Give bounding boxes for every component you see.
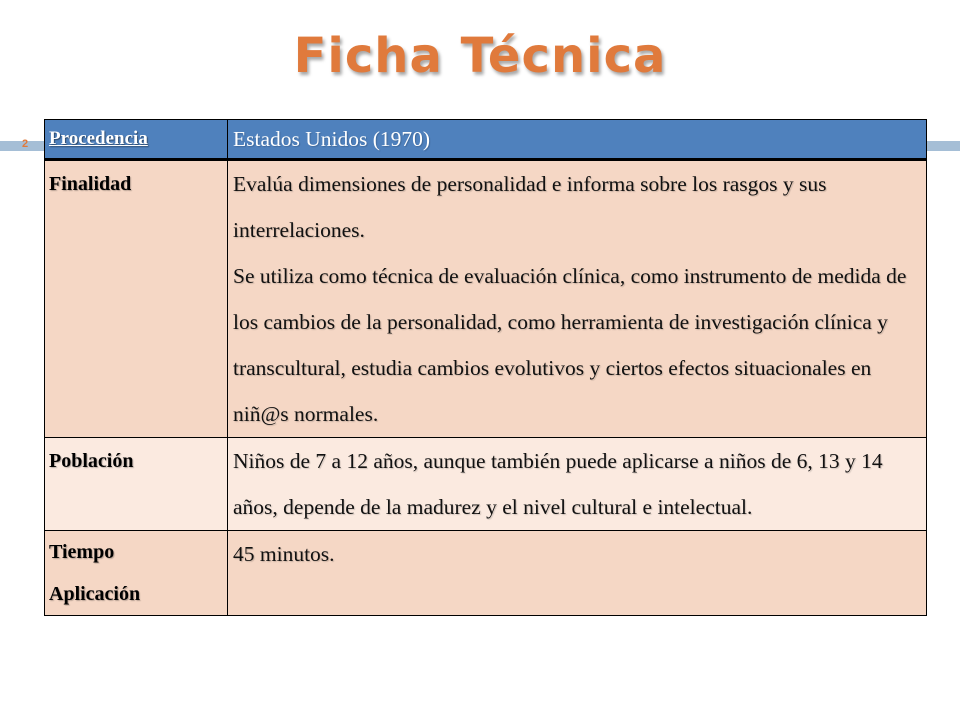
value-cell [228, 531, 927, 616]
tiempo-label-line-1: Tiempo [49, 541, 115, 563]
label-cell [45, 438, 228, 531]
label-cell [45, 531, 228, 616]
technical-sheet-table [44, 119, 927, 616]
poblacion-value [228, 438, 926, 530]
procedencia-value: Estados Unidos (1970) [233, 127, 431, 151]
slide-number: 2 [22, 138, 29, 150]
tiempo-paragraph-1: 45 minutos. [233, 542, 335, 566]
poblacion-paragraph-1: Niños de 7 a 12 años, aunque también puede aplicarse a niños de 6, 13 y 14 años, depende de la madurez y el nivel cultural e intelectual. [233, 449, 883, 519]
value-cell [228, 160, 927, 438]
poblacion-label: Población [49, 450, 134, 472]
accent-line-right [926, 141, 960, 151]
table-row-procedencia [45, 120, 927, 160]
tiempo-label-line-2: Aplicación [49, 583, 141, 605]
table-row-tiempo-aplicacion [45, 531, 927, 616]
value-cell [228, 438, 927, 531]
finalidad-label: Finalidad [49, 173, 132, 195]
value-cell [228, 120, 927, 160]
label-cell [45, 120, 228, 160]
finalidad-paragraph-2: Se utiliza como técnica de evaluación clínica, como instrumento de medida de los cambios de la personalidad, como herramienta de investigación clínica y transcultural, estudia cambios evolutivos y ciertos efectos situacionales en niñ@s normales. [233, 264, 907, 426]
table-row-poblacion [45, 438, 927, 531]
finalidad-value [228, 161, 926, 437]
tiempo-aplicacion-label [45, 531, 227, 615]
tiempo-aplicacion-value [228, 531, 926, 577]
label-cell [45, 160, 228, 438]
finalidad-paragraph-1: Evalúa dimensiones de personalidad e informa sobre los rasgos y sus interrelaciones. [233, 172, 827, 242]
table-row-finalidad [45, 160, 927, 438]
slide-title: Ficha Técnica [293, 28, 667, 84]
procedencia-label: Procedencia [49, 128, 148, 149]
